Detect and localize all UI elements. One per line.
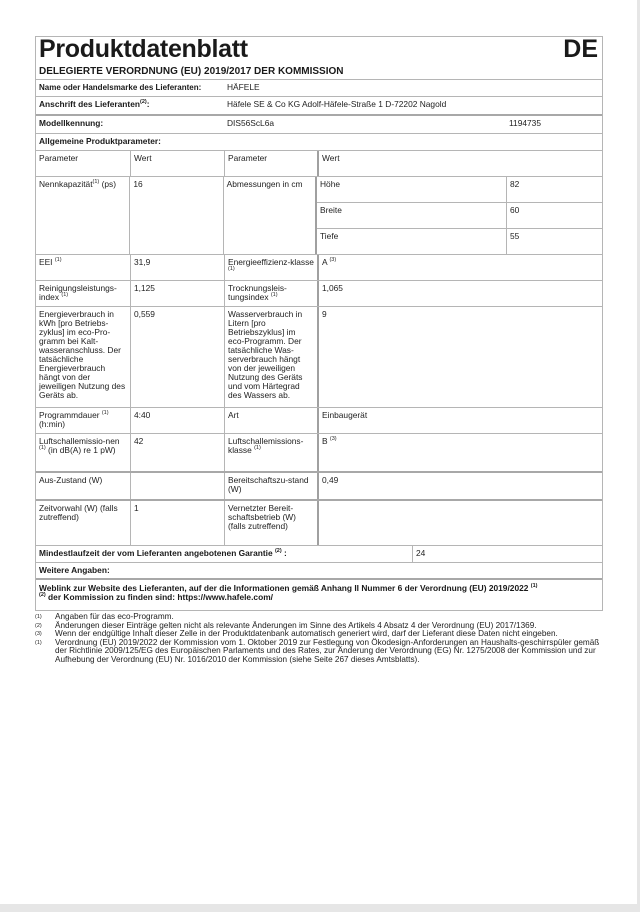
drying-index-value: 1,065 [317,281,602,306]
footnote-4 [35,639,601,665]
footnotes [35,613,601,665]
height-value: 82 [506,177,602,202]
weblink-text: Weblink zur Website des Lieferanten, auf der die Informationen gemäß Anhang II Nummer 6 der Verordnung (EU) 2019/2022 $^{(1)}$ $^{(2)}$ der Kommission zu finden sind: https://www.hafele.com/ [39,583,538,602]
model-row [36,116,602,134]
height-label: Höhe [320,179,341,189]
energy-consumption-value: 0,559 [130,307,224,407]
eei-row [36,255,602,281]
cleaning-drying-row [36,281,602,307]
energy-consumption-label: Energieverbrauch in kWh [pro Betriebs-zyklus] im eco-Pro-gramm bei Kalt-wasseranschluss. Der tatsächliche Energieverbrauch hängt von der jeweiligen Nutzung des Geräts ab. [39,309,126,400]
networked-standby-label: Vernetzter Bereit-schaftsbetrieb (W) (falls zutreffend) [224,501,317,545]
supplier-address-label: Anschrift des Lieferanten$^{(2)}$: [39,99,150,109]
column-header-row [36,151,602,177]
dimension-row-height [317,177,602,203]
warranty-row [36,546,602,563]
noise-label: Luftschallemissio-nen $^{(1)}$ (in dB(A) re 1 pW) [39,436,120,455]
drying-index-label: Trocknungsleis-tungsindex $^{(1)}$ [224,281,317,306]
off-mode-label: Aus-Zustand (W) [39,475,103,485]
dimension-row-depth [317,229,602,254]
supplier-name-label: Name oder Handelsmarke des Lieferanten: [39,83,202,92]
power-mode-row [36,473,602,501]
footnote-text: Wenn der endgültige Inhalt dieser Zelle in der Produktdatenbank automatisch generiert wird, darf der Lieferant diese Daten nicht eingeben. [55,629,558,639]
footnote-marker: (3) [35,631,42,638]
general-section-label: Allgemeine Produktparameter: [39,136,161,146]
general-section-row [36,134,602,151]
type-value: Einbaugerät [317,408,602,433]
eei-label: EEI $^{(1)}$ [39,257,62,267]
networked-standby-value [317,501,602,545]
footnote-marker: (2) [35,622,42,629]
supplier-address-row [36,97,602,116]
footnote-text: Angaben für das eco-Programm. [55,612,174,621]
weblink-url[interactable]: der Kommission zu finden sind: https://www.hafele.com/ [45,592,273,602]
dimensions-label: Abmessungen in cm [223,177,315,254]
standby-label: Bereitschaftszu-stand (W) [224,473,317,499]
footnote-text: Änderungen dieser Einträge gelten nicht als relevante Änderungen im Sinne des Artikels 4 Absatz 4 der Verordnung (EU) 2017/1369. [55,620,537,630]
width-value: 60 [506,203,602,228]
type-label: Art [224,408,317,433]
noise-row [36,434,602,473]
program-duration-label: Programmdauer $^{(1)}$ (h:min) [39,410,109,429]
off-mode-value [130,473,224,499]
footnote-marker: (1) [35,614,42,620]
eei-value: 31,9 [130,255,224,280]
width-label: Breite [320,205,342,215]
weblink-row [36,580,602,610]
model-label: Modellkennung: [39,118,104,128]
regulation-subtitle: DELEGIERTE VERORDNUNG (EU) 2019/2017 DER KOMMISSION [36,65,602,80]
program-duration-value: 4:40 [130,408,224,433]
water-consumption-value: 9 [317,307,602,407]
standby-value: 0,49 [317,473,602,499]
col-header-value-2: Wert [317,151,602,176]
cleaning-index-value: 1,125 [130,281,224,306]
footnote-text: Verordnung (EU) 2019/2022 der Kommission vom 1. Oktober 2019 zur Festlegung von Ökodesign-Anforderungen an Haushalts-geschirrspüler gemäß der Richtlinie 2009/125/EG des Europäischen Parlaments und des Rates, zur Änderung der Verordnung (EG) Nr. 1275/2008 der Kommission und zur Aufhebung der Verordnung (EU) Nr. 1016/2010 der Kommission (siehe Seite 267 dieses Amtsblatts). [55,637,600,664]
supplier-address-value: Häfele SE & Co KG Adolf-Häfele-Straße 1 D-72202 Nagold [227,99,447,109]
language-code: DE [563,35,598,63]
energy-class-value: A $^{(3)}$ [317,255,602,280]
noise-class-value: B $^{(3)}$ [317,434,602,471]
duration-type-row [36,408,602,434]
dimension-row-width [317,203,602,229]
consumption-row [36,307,602,408]
energy-class-label: Energieeffizienz-klasse $^{(1)}$ [224,255,317,280]
col-header-parameter-2: Parameter [224,151,317,176]
delay-start-row [36,501,602,546]
noise-class-label: Luftschallemissions-klasse $^{(1)}$ [224,434,317,471]
further-info-label: Weitere Angaben: [39,565,110,575]
col-header-value: Wert [130,151,224,176]
capacity-label: Nennkapazität$^{(1)}$ (ps) [39,179,117,189]
warranty-label: Mindestlaufzeit der vom Lieferanten angebotenen Garantie $^{(2)}$ : [39,548,287,558]
supplier-name-row [36,80,602,97]
dimensions-table [315,177,602,254]
delay-start-value: 1 [130,501,224,545]
capacity-dimensions-row [36,177,602,255]
supplier-name-value: HÄFELE [227,82,260,92]
article-number: 1194735 [509,118,541,128]
noise-value: 42 [130,434,224,471]
capacity-value: 16 [129,177,222,254]
warranty-value: 24 [412,546,602,562]
model-value: DIS56ScL6a [227,118,275,128]
cleaning-index-label: Reinigungsleistungs-index $^{(1)}$ [39,283,117,302]
page-title: Produktdatenblatt [39,35,248,63]
water-consumption-label: Wasserverbrauch in Litern [pro Betriebszyklus] im eco-Programm. Der tatsächliche Was-serverbrauch hängt von der jeweiligen Nutzung des Geräts und vom Härtegrad des Wassers ab. [224,307,317,407]
further-info-row [36,563,602,580]
delay-start-label: Zeitvorwahl (W) (falls zutreffend) [39,503,118,522]
footnote-marker: (1) [35,639,42,646]
product-data-sheet [35,36,603,611]
depth-label: Tiefe [320,231,339,241]
title-row [36,37,602,65]
depth-value: 55 [506,229,602,254]
col-header-parameter: Parameter [39,153,79,163]
